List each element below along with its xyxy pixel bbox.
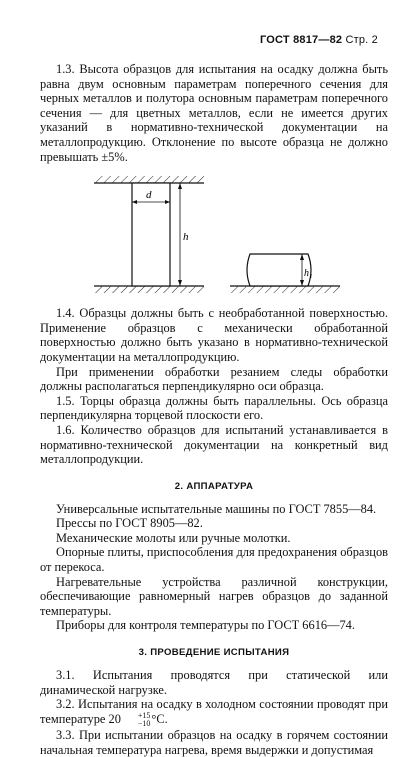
section-2-item: Прессы по ГОСТ 8905—82. [56, 516, 203, 531]
section-3-title: 3. ПРОВЕДЕНИЕ ИСПЫТАНИЯ [138, 647, 290, 659]
temperature-unit: °С. [151, 711, 168, 726]
paragraph-1-4b: При применении обработки резанием следы обработки должны располагаться перпендикулярно оси образца. [40, 364, 388, 394]
specimen-figure [40, 170, 388, 296]
label-h: h [183, 231, 189, 244]
paragraph-1-4a: 1.4. Образцы должны быть с необработанной поверхностью. Применение образцов с механически обработанной поверхностью должно быть указано в нормативно-технической документации на металлопродукцию. [40, 306, 388, 364]
paragraph-3-1: 3.1. Испытания проводятся при статической или динамической нагрузке. [40, 668, 388, 697]
section-2-item: Механические молоты или ручные молотки. [56, 530, 291, 545]
label-h1: h₁ [304, 268, 313, 280]
tolerance-minus: −10 [137, 718, 151, 728]
temperature-value: 20 [108, 711, 121, 726]
top-plate-hatch [94, 176, 204, 183]
paragraph-1-3: 1.3. Высота образцов для испытания на осадку должна быть равна двум основным параметрам поперечного сечения для черных металлов и полутора основным параметрам поперечного сечения — для цветных металлов, если не имеется других указаний в нормативно-технической документации на металлопродукцию. Отклонение по высоте образца не должно превышать ±5%. [40, 62, 388, 164]
bottom-plate-hatch-left [94, 286, 204, 293]
paragraph-3-3: 3.3. При испытании образцов на осадку в горячем состоянии начальная температура нагрева, время выдержки и допустимая [40, 727, 388, 757]
specimen-diagram [40, 170, 388, 296]
tolerance-plus: +15 [137, 710, 151, 720]
paragraph-3-2-text: 3.2. Испытания на осадку в холодном состоянии проводят при температуре [40, 697, 388, 726]
paragraph-1-6: 1.6. Количество образцов для испытаний устанавливается в нормативно-технической документации на конкретный вид металлопродукции. [40, 422, 388, 467]
section-2-title: 2. АППАРАТУРА [174, 480, 254, 492]
section-2-item: Универсальные испытательные машины по ГОСТ 7855—84. [56, 501, 377, 516]
section-2-item: Опорные плиты, приспособления для предохранения образцов от перекоса. [40, 545, 388, 575]
page-header [260, 34, 378, 46]
bottom-plate-hatch-right [230, 286, 340, 293]
section-2-item: Приборы для контроля температуры по ГОСТ 6616—74. [56, 618, 355, 633]
page-number: Стр. 2 [345, 34, 378, 46]
label-d: d [146, 189, 152, 202]
standard-number: ГОСТ 8817—82 [260, 34, 343, 46]
page-body [40, 62, 388, 757]
section-2-item: Нагревательные устройства различной конструкции, обеспечивающие равномерный нагрев образцов до заданной температуры. [40, 574, 388, 618]
paragraph-1-5: 1.5. Торцы образца должны быть параллельны. Ось образца перпендикулярна торцевой плоскости его. [40, 393, 388, 423]
paragraph-3-2 [40, 697, 388, 728]
